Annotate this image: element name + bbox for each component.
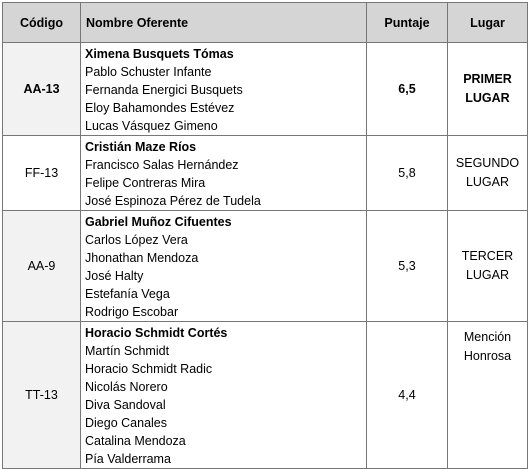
row-score: 5,3 (367, 211, 448, 322)
row-code: TT-13 (3, 322, 81, 469)
header-place: Lugar (448, 3, 528, 43)
row-code: AA-13 (3, 43, 81, 136)
bidder-name: Lucas Vásquez Gimeno (85, 119, 218, 133)
place-line: Honrosa (463, 349, 512, 363)
place-line: PRIMER (463, 72, 512, 86)
bidder-name: Horacio Schmidt Radic (85, 362, 213, 376)
bidder-name: Nicolás Norero (85, 380, 168, 394)
place-line: LUGAR (465, 268, 510, 282)
bidder-name: Eloy Bahamondes Estévez (85, 101, 235, 115)
lead-bidder-name: Gabriel Muñoz Cifuentes (85, 215, 232, 229)
bidder-name: Catalina Mendoza (85, 434, 186, 448)
place-line: Mención (463, 330, 512, 344)
row-place (448, 136, 528, 211)
row-names (81, 322, 367, 469)
row-place (448, 322, 528, 469)
bidder-name: Estefanía Vega (85, 287, 170, 301)
bidder-name: Martín Schmidt (85, 344, 170, 358)
row-place (448, 211, 528, 322)
table-row (3, 43, 528, 136)
row-score: 4,4 (367, 322, 448, 469)
place-line: SEGUNDO (455, 156, 520, 170)
header-score: Puntaje (367, 3, 448, 43)
header-row (3, 3, 528, 43)
header-name: Nombre Oferente (81, 3, 367, 43)
lead-bidder-name: Ximena Busquets Tómas (85, 47, 234, 61)
bidder-name: Pía Valderrama (85, 452, 171, 466)
row-names (81, 136, 367, 211)
table-row (3, 322, 528, 469)
header-code: Código (3, 3, 81, 43)
row-names (81, 211, 367, 322)
table-row (3, 136, 528, 211)
place-line: LUGAR (465, 175, 510, 189)
place-line: TERCER (461, 249, 514, 263)
bidder-name: Diego Canales (85, 416, 167, 430)
bidder-name: Carlos López Vera (85, 233, 188, 247)
bidder-name: Jhonathan Mendoza (85, 251, 199, 265)
bidder-name: Pablo Schuster Infante (85, 65, 212, 79)
bidder-name: Fernanda Energici Busquets (85, 83, 243, 97)
row-score: 5,8 (367, 136, 448, 211)
bidder-name: Diva Sandoval (85, 398, 166, 412)
bidder-name: José Espinoza Pérez de Tudela (85, 194, 261, 208)
bidder-name: José Halty (85, 269, 144, 283)
lead-bidder-name: Cristián Maze Ríos (85, 140, 197, 154)
bidder-name: Francisco Salas Hernández (85, 158, 239, 172)
row-names (81, 43, 367, 136)
row-score: 6,5 (367, 43, 448, 136)
table-row (3, 211, 528, 322)
lead-bidder-name: Horacio Schmidt Cortés (85, 326, 228, 340)
row-code: FF-13 (3, 136, 81, 211)
bidder-name: Rodrigo Escobar (85, 305, 179, 319)
row-place (448, 43, 528, 136)
row-code: AA-9 (3, 211, 81, 322)
bidder-name: Felipe Contreras Mira (85, 176, 206, 190)
results-table (2, 2, 528, 469)
place-line: LUGAR (465, 91, 510, 105)
